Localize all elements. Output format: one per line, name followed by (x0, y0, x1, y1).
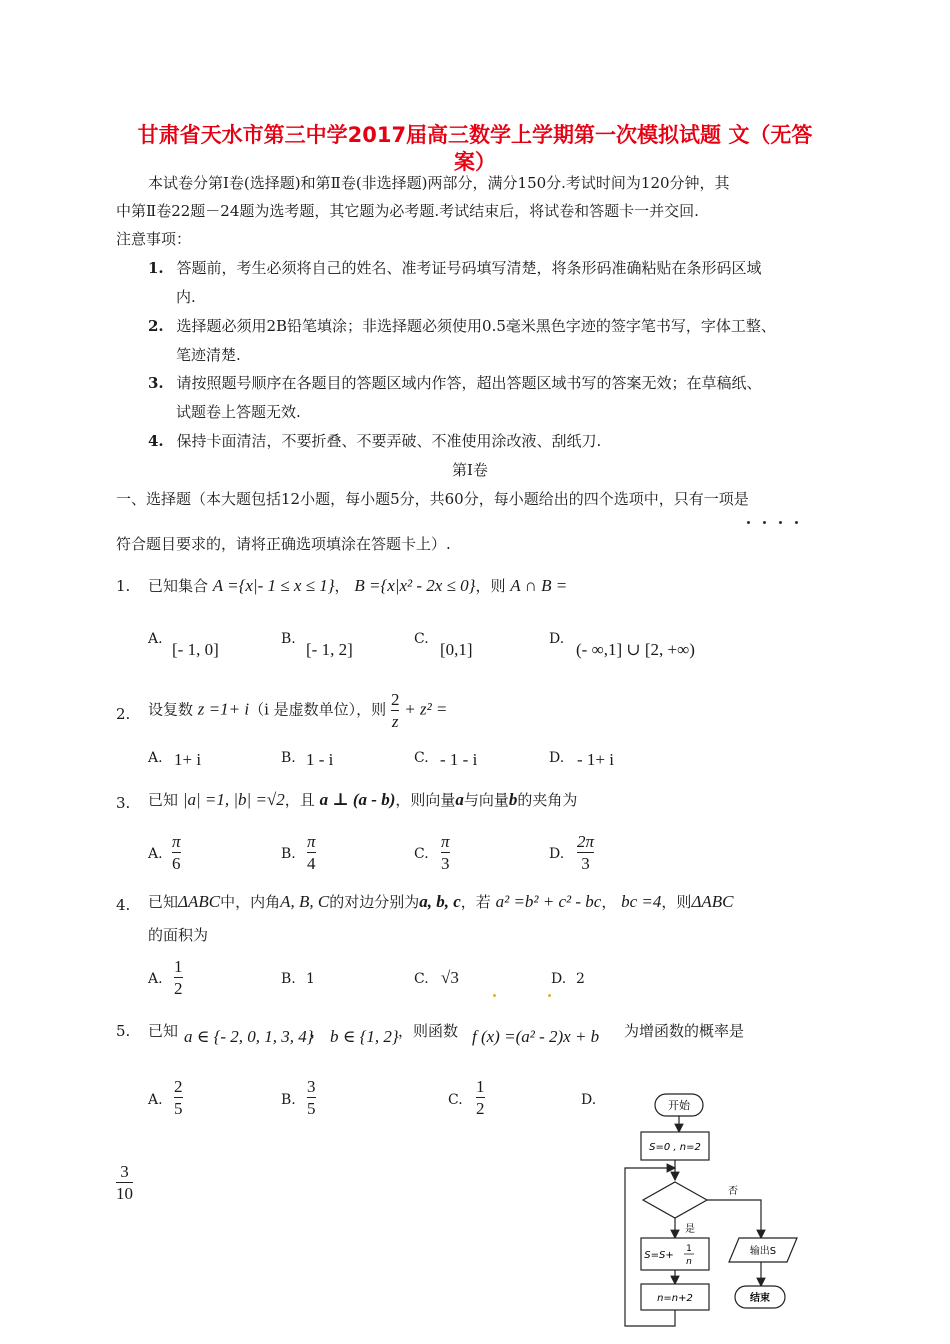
flowchart-step-num: 1 (686, 1244, 692, 1254)
q1-option-a-label: A. (148, 631, 163, 647)
q3-a-num: π (172, 832, 181, 851)
q4-text1: 中，内角 (220, 893, 281, 911)
q3-mid: ，且 (284, 791, 315, 809)
q4-prefix: 已知 (148, 893, 179, 911)
notice-item-1 (148, 258, 761, 278)
q5-option-c (476, 1077, 485, 1118)
flowchart-increment-label: n=n+2 (657, 1293, 693, 1304)
q4-line-2: 的面积为 (148, 926, 209, 944)
question-5-number: 5. (116, 1022, 131, 1040)
q3-b-den: 4 (307, 854, 316, 873)
q2-frac-num: 2 (390, 690, 400, 709)
flowchart-step-den: n (686, 1257, 692, 1267)
q4-option-a (174, 957, 183, 998)
q3-option-b-label: B. (281, 846, 296, 862)
flowchart-output-label: 输出S (749, 1246, 777, 1257)
q4-option-d-label: D. (551, 971, 567, 987)
flowchart (615, 1090, 815, 1334)
q1-option-d-label: D. (549, 631, 565, 647)
q3-b-num: π (307, 832, 316, 851)
q3-option-d (577, 832, 594, 873)
q4-sep: ， (601, 893, 617, 911)
q5-prefix: 已知 (148, 1022, 179, 1040)
notice-item-1-cont: 内. (176, 288, 196, 306)
question-1-number: 1. (116, 577, 131, 595)
question-2-stem (148, 690, 447, 731)
q5-set-b: b ∈ {1, 2} (330, 1027, 399, 1046)
notice-item-2 (148, 316, 776, 336)
q5-function: f (x) =(a² - 2)x + b (472, 1027, 600, 1046)
notice-number: 3. (148, 374, 164, 392)
question-1-stem (148, 576, 567, 596)
notice-heading: 注意事项： (116, 230, 192, 248)
q3-perp: a ⊥ (a - b) (319, 790, 396, 809)
title-line-2: 案） (454, 150, 496, 174)
question-2-number: 2. (116, 705, 131, 723)
q4-text4: ，则 (661, 893, 692, 911)
question-4-stem (148, 892, 734, 912)
notice-item-4 (148, 431, 601, 451)
q2-option-c-label: C. (414, 750, 429, 766)
q4-triangle-2: ΔABC (691, 892, 734, 911)
q3-d-den: 3 (581, 854, 590, 873)
notice-text: 选择题必须用2B铅笔填涂；非选择题必须使用0.5毫米黑色字迹的签字笔书写，字体工整、 (176, 317, 776, 335)
section-heading-line-1: 一、选择题（本大题包括12小题，每小题5分，共60分，每小题给出的四个选项中，只有一项是 (116, 490, 749, 508)
notice-text: 保持卡面清洁，不要折叠、不要弄破、不准使用涂改液、刮纸刀. (176, 432, 602, 450)
flowchart-yes-label: 是 (685, 1224, 695, 1235)
q2-option-a: 1+ i (174, 750, 202, 769)
q5-option-b-label: B. (281, 1092, 296, 1108)
q3-option-a-label: A. (148, 846, 163, 862)
q1-option-c: [0,1] (440, 640, 473, 659)
q4-text3: ，若 (460, 893, 491, 911)
question-4-number: 4. (116, 896, 131, 914)
q5-option-c-label: C. (448, 1092, 463, 1108)
q5-option-b (307, 1077, 316, 1118)
q5-option-d (116, 1162, 133, 1203)
page-title (90, 122, 860, 176)
q2-z: z =1+ i (197, 699, 250, 719)
intro-line-2: 中第Ⅱ卷22题－24题为选考题，其它题为必考题.考试结束后，将试卷和答题卡一并交回. (116, 202, 699, 220)
q3-vec-a: a (455, 790, 464, 809)
q4-option-b-label: B. (281, 971, 296, 987)
q2-option-c: - 1 - i (440, 750, 478, 769)
q3-d-num: 2π (577, 832, 595, 851)
q4-option-c: √3 (441, 968, 459, 987)
q3-c-num: π (441, 832, 450, 851)
q4-option-c-label: C. (414, 971, 429, 987)
flowchart-init-label: S=0 , n=2 (649, 1142, 701, 1153)
q1-set-a: A ={x|- 1 ≤ x ≤ 1} (212, 576, 335, 595)
section-title: 第Ⅰ卷 (452, 461, 488, 479)
q2-option-d-label: D. (549, 750, 565, 766)
q5-set-a: a ∈ {- 2, 0, 1, 3, 4} (184, 1027, 314, 1046)
q3-text2: 与向量 (463, 791, 509, 809)
q2-tail: + z² = (404, 699, 448, 719)
q1-prefix: 已知集合 (148, 577, 209, 595)
q3-prefix: 已知 (148, 791, 179, 809)
q5-option-d-label: D. (581, 1092, 597, 1108)
q5-b-den: 5 (307, 1099, 316, 1118)
q5-c-num: 1 (476, 1077, 485, 1096)
q2-option-b-label: B. (281, 750, 296, 766)
notice-number: 1. (148, 259, 164, 277)
q5-option-a (174, 1077, 183, 1118)
q4-sides: a, b, c (419, 892, 461, 911)
notice-item-3 (148, 373, 761, 393)
q5-d-num: 3 (120, 1162, 129, 1181)
q4-triangle: ΔABC (178, 892, 221, 911)
q3-option-a (172, 832, 181, 873)
q5-text2: 为增函数的概率是 (624, 1022, 745, 1040)
q1-option-d: (- ∞,1] ∪ [2, +∞) (576, 640, 695, 659)
q3-vec-b: b (508, 790, 518, 809)
q4-option-b: 1 (306, 971, 315, 987)
flowchart-start-label: 开始 (668, 1099, 690, 1112)
q2-fraction (391, 690, 400, 731)
q5-a-den: 5 (174, 1099, 183, 1118)
intro-line-1: 本试卷分第Ⅰ卷(选择题)和第Ⅱ卷(非选择题)两部分，满分150分.考试时间为120分钟，其 (148, 174, 730, 192)
q3-text3: 的夹角为 (517, 791, 578, 809)
q1-sep: ， (334, 577, 350, 595)
flowchart-decision-node (643, 1182, 707, 1218)
title-line-1: 甘肃省天水市第三中学2017届高三数学上学期第一次模拟试题 文（无答 (137, 123, 813, 147)
q2-prefix: 设复数 (148, 700, 194, 719)
notice-number: 2. (148, 317, 164, 335)
q4-option-a-label: A. (148, 971, 163, 987)
emphasis-dots (747, 510, 807, 528)
q2-option-d: - 1+ i (577, 750, 614, 769)
q4-text2: 的对边分别为 (329, 893, 420, 911)
artifact-dot (493, 983, 496, 1001)
q1-intersection: A ∩ B = (510, 576, 568, 595)
flowchart-no-label: 否 (728, 1186, 738, 1197)
q4-eq1: a² =b² + c² - bc (495, 892, 602, 911)
q5-c-den: 2 (476, 1099, 485, 1118)
notice-item-2-cont: 笔迹清楚. (176, 346, 241, 364)
notice-number: 4. (148, 432, 164, 450)
q5-sep: ， (310, 1022, 326, 1040)
q5-text1: ，则函数 (398, 1022, 459, 1040)
q1-set-b: B ={x|x² - 2x ≤ 0} (354, 576, 476, 595)
q3-a-den: 6 (172, 854, 181, 873)
section-heading-line-2: 符合题目要求的，请将正确选项填涂在答题卡上）. (116, 535, 451, 553)
q4-a-den: 2 (174, 979, 183, 998)
q3-option-c-label: C. (414, 846, 429, 862)
q4-angles: A, B, C (280, 892, 330, 911)
question-3-number: 3. (116, 794, 131, 812)
q5-b-num: 3 (307, 1077, 316, 1096)
q4-a-num: 1 (174, 957, 183, 976)
q5-d-den: 10 (116, 1184, 133, 1203)
q5-a-num: 2 (174, 1077, 183, 1096)
q2-note: （i 是虚数单位），则 (249, 700, 387, 719)
q3-option-d-label: D. (549, 846, 565, 862)
q3-option-b (307, 832, 316, 873)
flowchart-step-label: S=S+ (644, 1250, 674, 1261)
q3-option-c (441, 832, 450, 873)
q4-option-d: 2 (576, 971, 585, 987)
q1-option-b-label: B. (281, 631, 296, 647)
flowchart-end-label: 结束 (750, 1293, 770, 1304)
q3-c-den: 3 (441, 854, 450, 873)
q2-frac-den: z (391, 712, 399, 731)
notice-text: 请按照题号顺序在各题目的答题区域内作答，超出答题区域书写的答案无效；在草稿纸、 (176, 374, 762, 392)
q2-option-b: 1 - i (306, 750, 334, 769)
q5-option-a-label: A. (148, 1092, 163, 1108)
q4-eq2: bc =4 (621, 892, 662, 911)
notice-item-3-cont: 试题卷上答题无效. (176, 403, 301, 421)
question-3-stem (148, 790, 577, 810)
q3-norms: |a| =1, |b| =√2 (182, 790, 285, 809)
q1-option-b: [- 1, 2] (306, 640, 353, 659)
notice-text: 答题前，考生必须将自己的姓名、准考证号码填写清楚，将条形码准确粘贴在条形码区域 (176, 259, 762, 277)
q3-text1: ，则向量 (395, 791, 456, 809)
q1-mid: ，则 (475, 577, 506, 595)
q1-option-a: [- 1, 0] (172, 640, 219, 659)
q2-option-a-label: A. (148, 750, 163, 766)
q1-option-c-label: C. (414, 631, 429, 647)
